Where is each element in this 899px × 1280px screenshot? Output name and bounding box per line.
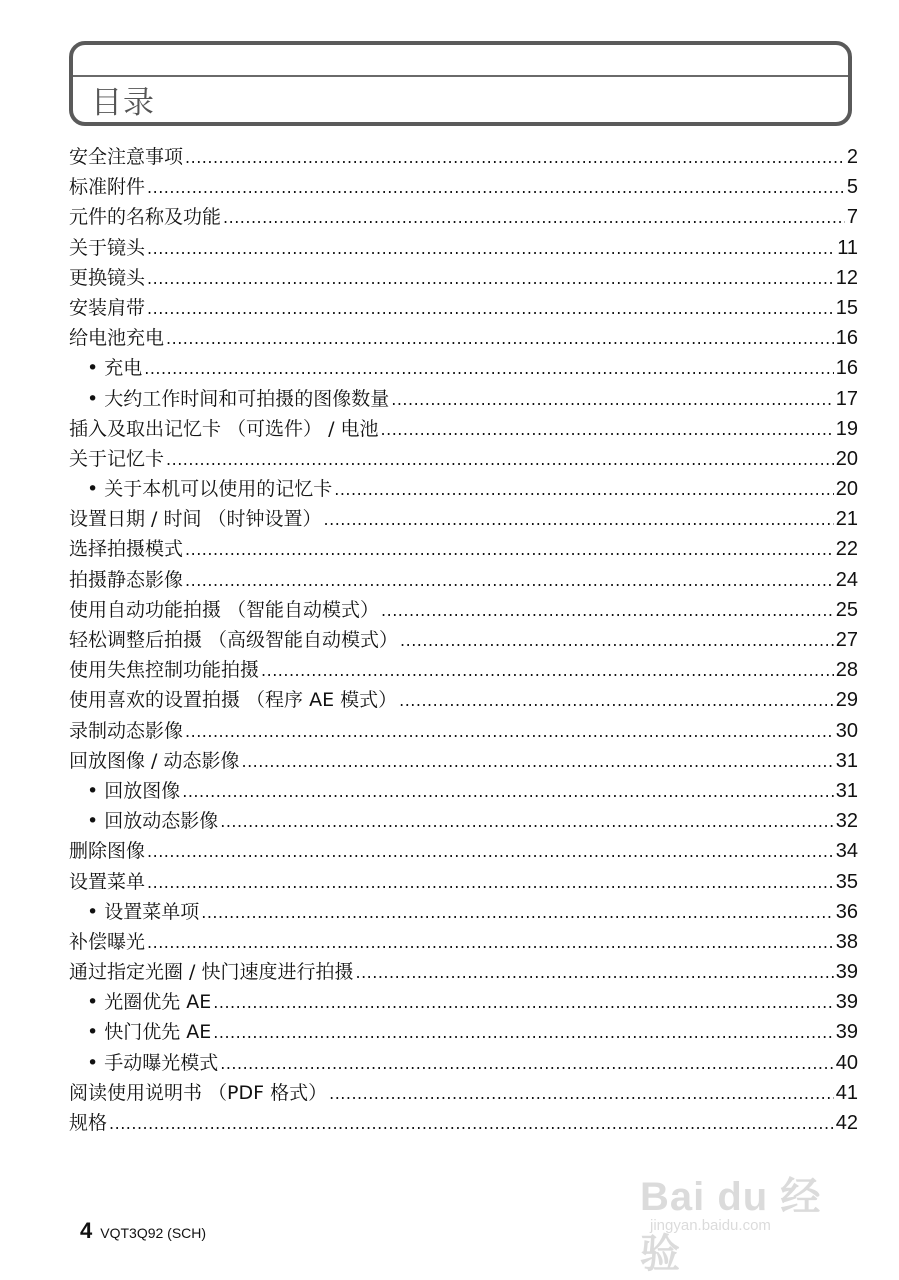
dot-leader xyxy=(182,777,834,806)
toc-label: 设置菜单 xyxy=(69,870,146,893)
toc-entry[interactable] xyxy=(69,655,858,685)
toc-page-number: 16 xyxy=(835,327,858,350)
toc-label: 光圈优先 AE xyxy=(104,991,212,1014)
toc-page-number: 39 xyxy=(835,961,858,984)
toc-label: 元件的名称及功能 xyxy=(69,206,222,229)
dot-leader xyxy=(399,686,834,715)
toc-page-number: 40 xyxy=(835,1051,858,1074)
toc-entry[interactable] xyxy=(69,142,858,172)
bullet-icon: • xyxy=(87,478,99,501)
watermark-url: jingyan.baidu.com xyxy=(650,1217,771,1234)
dot-leader xyxy=(381,415,834,444)
toc-page-number: 28 xyxy=(835,659,858,682)
dot-leader xyxy=(220,807,834,836)
bullet-icon: • xyxy=(87,1021,99,1044)
toc-entry[interactable] xyxy=(69,323,858,353)
watermark-main: Bai du 经验 xyxy=(640,1175,822,1276)
toc-subentry[interactable] xyxy=(69,806,858,836)
toc-entry[interactable] xyxy=(69,595,858,625)
toc-label: 回放动态影像 xyxy=(104,810,219,833)
toc-entry[interactable] xyxy=(69,625,858,655)
toc-entry[interactable] xyxy=(69,172,858,202)
toc-entry[interactable] xyxy=(69,293,858,323)
toc-page-number: 7 xyxy=(846,206,858,229)
toc-entry[interactable] xyxy=(69,957,858,987)
dot-leader xyxy=(166,445,834,474)
toc-page-number: 16 xyxy=(835,357,858,380)
toc-label: 使用自动功能拍摄 （智能自动模式） xyxy=(69,598,380,621)
bullet-icon: • xyxy=(87,357,99,380)
table-of-contents xyxy=(69,142,858,1138)
toc-page-number: 12 xyxy=(835,266,858,289)
toc-entry[interactable] xyxy=(69,867,858,897)
dot-leader xyxy=(147,868,834,897)
bullet-icon: • xyxy=(87,387,99,410)
dot-leader xyxy=(185,566,834,595)
toc-label: 回放图像 xyxy=(104,779,181,802)
title-box xyxy=(69,41,852,126)
toc-page-number: 25 xyxy=(835,598,858,621)
dot-leader xyxy=(334,475,834,504)
toc-page-number: 2 xyxy=(846,146,858,168)
dot-leader xyxy=(329,1079,834,1108)
dot-leader xyxy=(147,234,835,263)
toc-entry[interactable] xyxy=(69,534,858,564)
toc-page-number: 24 xyxy=(835,568,858,591)
toc-label: 阅读使用说明书 （PDF 格式） xyxy=(69,1081,328,1104)
page-number: 4 xyxy=(80,1218,93,1243)
toc-page-number: 17 xyxy=(835,387,858,410)
toc-subentry[interactable] xyxy=(69,384,858,414)
dot-leader xyxy=(220,1049,834,1078)
dot-leader xyxy=(185,717,834,746)
toc-page-number: 31 xyxy=(835,749,858,772)
bullet-icon: • xyxy=(87,1051,99,1074)
toc-page-number: 41 xyxy=(835,1081,858,1104)
toc-page-number: 19 xyxy=(835,417,858,440)
toc-label: 设置菜单项 xyxy=(104,900,200,923)
toc-page-number: 22 xyxy=(835,538,858,561)
toc-subentry[interactable] xyxy=(69,1048,858,1078)
dot-leader xyxy=(147,294,834,323)
toc-entry[interactable] xyxy=(69,565,858,595)
toc-subentry[interactable] xyxy=(69,1017,858,1047)
toc-label: 录制动态影像 xyxy=(69,719,184,742)
toc-entry[interactable] xyxy=(69,202,858,232)
toc-entry[interactable] xyxy=(69,746,858,776)
toc-label: 关于镜头 xyxy=(69,236,146,259)
toc-label: 安装肩带 xyxy=(69,296,146,319)
toc-label: 给电池充电 xyxy=(69,327,165,350)
toc-page-number: 38 xyxy=(835,930,858,953)
toc-page-number: 31 xyxy=(835,779,858,802)
toc-label: 通过指定光圈 / 快门速度进行拍摄 xyxy=(69,961,354,984)
toc-entry[interactable] xyxy=(69,716,858,746)
dot-leader xyxy=(109,1109,834,1138)
bullet-icon: • xyxy=(87,810,99,833)
toc-page-number: 42 xyxy=(835,1112,858,1134)
toc-page-number: 39 xyxy=(835,1021,858,1044)
toc-page-number: 36 xyxy=(835,900,858,923)
dot-leader xyxy=(166,324,834,353)
bullet-icon: • xyxy=(87,900,99,923)
dot-leader xyxy=(324,505,834,534)
toc-label: 大约工作时间和可拍摄的图像数量 xyxy=(104,387,390,410)
dot-leader xyxy=(355,958,833,987)
dot-leader xyxy=(185,143,845,172)
toc-label: 安全注意事项 xyxy=(69,146,184,168)
dot-leader xyxy=(147,264,834,293)
toc-entry[interactable] xyxy=(69,927,858,957)
toc-page-number: 11 xyxy=(837,236,858,259)
dot-leader xyxy=(241,747,833,776)
dot-leader xyxy=(213,1018,833,1047)
toc-page-number: 20 xyxy=(835,478,858,501)
toc-subentry[interactable] xyxy=(69,474,858,504)
toc-subentry[interactable] xyxy=(69,353,858,383)
dot-leader xyxy=(261,656,834,685)
document-code: VQT3Q92 (SCH) xyxy=(100,1225,207,1241)
dot-leader xyxy=(147,928,834,957)
toc-page-number: 15 xyxy=(835,296,858,319)
toc-subentry[interactable] xyxy=(69,987,858,1017)
toc-label: 手动曝光模式 xyxy=(104,1051,219,1074)
toc-label: 关于本机可以使用的记忆卡 xyxy=(104,478,333,501)
toc-subentry[interactable] xyxy=(69,776,858,806)
page-title: 目录 xyxy=(91,85,155,121)
toc-entry[interactable] xyxy=(69,233,858,263)
toc-label: 使用喜欢的设置拍摄 （程序 AE 模式） xyxy=(69,689,398,712)
dot-leader xyxy=(144,354,834,383)
toc-entry[interactable] xyxy=(69,1078,858,1108)
toc-page-number: 30 xyxy=(835,719,858,742)
toc-page-number: 20 xyxy=(835,447,858,470)
toc-label: 轻松调整后拍摄 （高级智能自动模式） xyxy=(69,629,399,651)
dot-leader xyxy=(400,626,834,655)
toc-entry[interactable] xyxy=(69,444,858,474)
toc-label: 插入及取出记忆卡 （可选件） / 电池 xyxy=(69,417,379,440)
dot-leader xyxy=(223,203,845,232)
toc-entry[interactable] xyxy=(69,263,858,293)
toc-page-number: 35 xyxy=(835,870,858,893)
toc-entry[interactable] xyxy=(69,504,858,534)
toc-label: 规格 xyxy=(69,1112,108,1134)
toc-entry[interactable] xyxy=(69,685,858,715)
toc-label: 使用失焦控制功能拍摄 xyxy=(69,659,260,682)
bullet-icon: • xyxy=(87,991,99,1014)
bullet-icon: • xyxy=(87,779,99,802)
toc-page-number: 5 xyxy=(846,176,858,199)
toc-label: 快门优先 AE xyxy=(104,1021,212,1044)
toc-label: 关于记忆卡 xyxy=(69,447,165,470)
toc-page-number: 32 xyxy=(835,810,858,833)
toc-label: 标准附件 xyxy=(69,176,146,199)
toc-label: 回放图像 / 动态影像 xyxy=(69,749,240,772)
watermark-logo xyxy=(640,1165,860,1276)
dot-leader xyxy=(201,898,834,927)
toc-page-number: 29 xyxy=(835,689,858,712)
toc-label: 更换镜头 xyxy=(69,266,146,289)
toc-label: 补偿曝光 xyxy=(69,930,146,953)
dot-leader xyxy=(147,837,834,866)
toc-label: 拍摄静态影像 xyxy=(69,568,184,591)
toc-entry[interactable] xyxy=(69,836,858,866)
toc-entry[interactable] xyxy=(69,414,858,444)
dot-leader xyxy=(147,173,845,202)
toc-page-number: 39 xyxy=(835,991,858,1014)
toc-entry[interactable] xyxy=(69,1108,858,1138)
dot-leader xyxy=(381,596,834,625)
dot-leader xyxy=(391,385,834,414)
toc-label: 充电 xyxy=(104,357,143,380)
toc-page-number: 27 xyxy=(835,629,858,651)
toc-page-number: 21 xyxy=(835,508,858,531)
dot-leader xyxy=(213,988,833,1017)
toc-subentry[interactable] xyxy=(69,897,858,927)
footer xyxy=(80,1218,206,1244)
toc-label: 选择拍摄模式 xyxy=(69,538,184,561)
dot-leader xyxy=(185,535,834,564)
toc-label: 设置日期 / 时间 （时钟设置） xyxy=(69,508,322,531)
title-divider xyxy=(73,75,848,77)
toc-label: 删除图像 xyxy=(69,840,146,863)
toc-page-number: 34 xyxy=(835,840,858,863)
